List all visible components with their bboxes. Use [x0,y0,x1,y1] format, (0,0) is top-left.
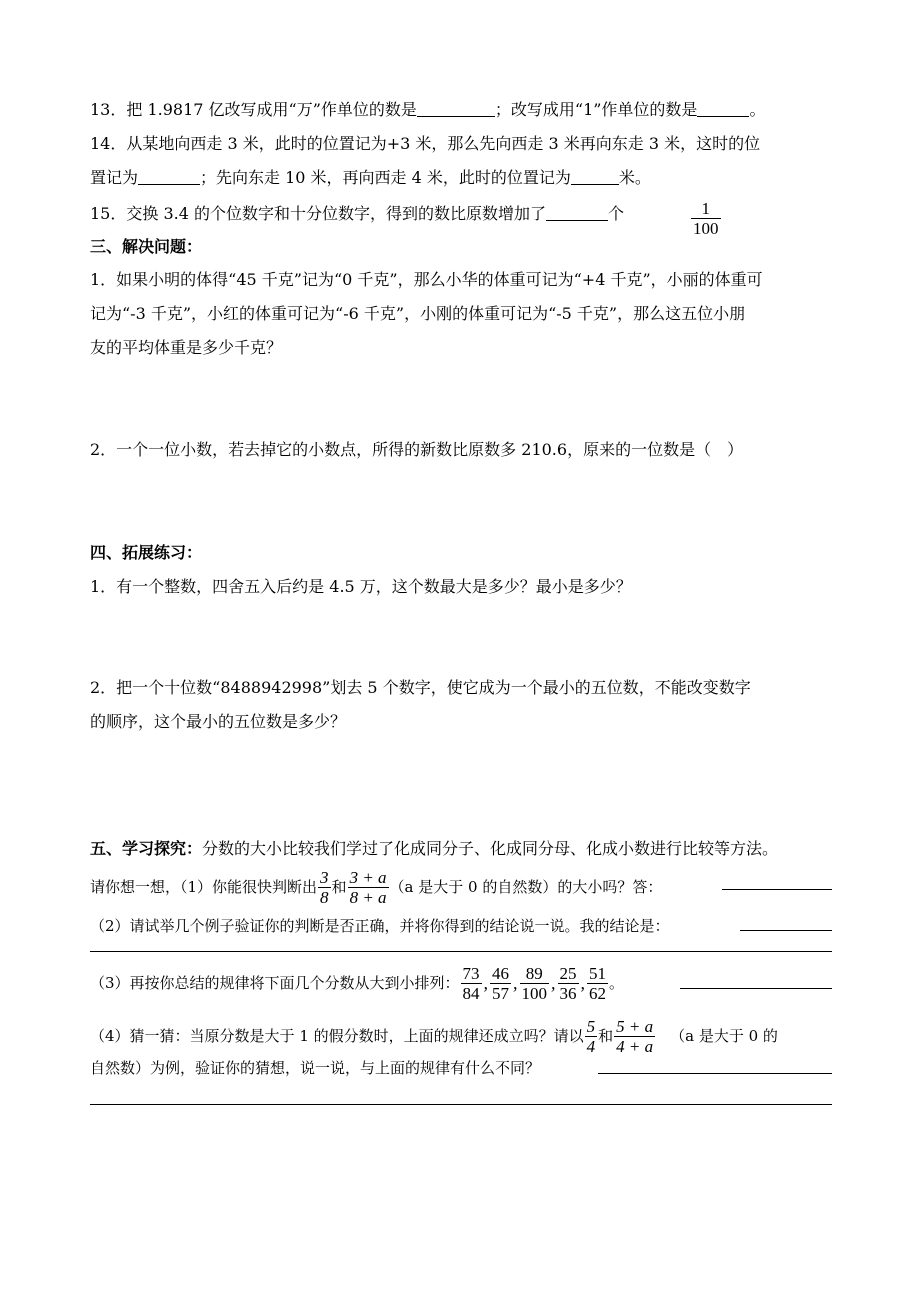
frac-num: 5 [586,1016,596,1036]
fraction-item [558,964,579,1003]
s5-part2: （2）请试举几个例子验证你的判断是否正确，并将你得到的结论说一说。我的结论是： [90,917,670,935]
q13-blank-2[interactable] [697,100,749,117]
s5-p2-answer-line[interactable] [90,951,832,952]
s3-q2: 2．一个一位小数，若去掉它的小数点，所得的新数比原数多 210.6，原来的一位数是（ ） [90,440,744,459]
s5-part4-line2: 自然数）为例，验证你的猜想，说一说，与上面的规律有什么不同？ [90,1059,541,1077]
q13-blank-1[interactable] [417,100,495,117]
s4-q1: 1．有一个整数，四舍五入后约是 4.5 万，这个数最大是多少？最小是多少？ [90,577,632,596]
fraction-item [490,964,511,1003]
frac-den: 84 [462,983,480,1003]
section-3-title: 三、解决问题： [90,237,203,256]
q15-text-b: 个 [607,204,624,223]
s5-part1 [90,862,662,912]
s5-p4-answer-line[interactable] [90,1104,832,1105]
fraction-item [461,964,482,1003]
frac-den: 62 [589,983,607,1003]
frac-num: 25 [559,963,577,983]
frac-num: 5 + a [616,1016,654,1036]
section-4-title: 四、拓展练习： [90,543,203,562]
section-5-title: 五、学习探究： [90,839,203,858]
question-13 [90,99,765,121]
q14-text-b: ；先向东走 10 米，再向西走 4 米，此时的位置记为 [200,168,571,187]
s5-part3 [90,958,624,1008]
question-14-line1: 14．从某地向西走 3 米，此时的位置记为+3 米，那么先向西走 3 米再向东走 3 米，这时的位 [90,134,761,153]
frac-num: 46 [492,963,510,983]
frac-den: 57 [492,983,510,1003]
s5-p4-text-b: （a 是大于 0 的 [670,1027,778,1045]
s4-q2-line1: 2．把一个十位数“8488942998”划去 5 个数字，使它成为一个最小的五位数，不能改变数字 [90,678,751,697]
s5-p1-text-b: （a 是大于 0 的自然数）的大小吗？答： [389,878,663,896]
s5-p4-text-a: （4）猜一猜：当原分数是大于 1 的假分数时，上面的规律还成立吗？请以 [90,1027,584,1045]
s5-p1-answer-blank[interactable] [722,889,832,890]
fraction-item [587,964,608,1003]
section-5-intro [90,838,778,860]
frac-num: 3 [320,867,329,887]
s5-p1-frac-2 [348,868,389,907]
frac-num: 89 [520,964,550,984]
q15-frac-den: 100 [693,219,719,238]
fraction-separator: , [483,973,489,993]
frac-den: 4 + a [616,1036,654,1056]
s5-p4-and: 和 [598,1027,614,1045]
q13-text-b: ；改写成用“1”作单位的数是 [494,100,698,119]
frac-den: 8 + a [349,887,387,907]
q13-text-a: 13．把 1.9817 亿改写成用“万”作单位的数是 [90,100,417,119]
q13-text-c: 。 [749,100,766,119]
s5-p3-end: 。 [609,974,625,992]
s5-p3-fraction-list [460,964,610,1003]
q15-blank[interactable] [546,204,608,221]
frac-den: 4 [586,1036,596,1056]
frac-num: 73 [462,963,480,983]
fraction-separator: , [513,973,518,993]
s5-p3-answer-blank[interactable] [680,988,832,989]
q15-fraction [690,199,720,238]
s5-p1-frac-1 [318,868,331,907]
frac-den: 36 [559,983,577,1003]
s5-p4-answer-blank[interactable] [598,1073,832,1074]
s3-q1-line3: 友的平均体重是多少千克？ [90,338,283,357]
fraction-separator: , [551,973,556,993]
s4-q2-line2: 的顺序，这个最小的五位数是多少？ [90,712,347,731]
s5-part4-line1 [90,1011,778,1061]
s3-q1-line1: 1．如果小明的体得“45 千克”记为“0 千克”，那么小华的体重可记为“+4 千克”，小丽的体重可 [90,270,763,289]
q14-blank-1[interactable] [138,168,200,185]
section-5-intro-text: 分数的大小比较我们学过了化成同分子、化成同分母、化成小数进行比较等方法。 [202,839,779,858]
s5-p1-and: 和 [331,878,347,896]
s5-p1-text-a: 请你想一想，（1）你能很快判断出 [90,878,318,896]
frac-den: 100 [521,983,548,1003]
fraction-separator: , [580,973,586,993]
frac-num: 51 [589,963,607,983]
question-15 [90,203,624,225]
question-14-line2 [90,167,651,189]
frac-num: 3 + a [349,867,387,887]
q15-frac-num: 1 [691,199,721,219]
fraction-item [520,964,550,1003]
s5-p4-frac-1 [585,1017,598,1056]
s5-p2-answer-blank[interactable] [740,930,832,931]
q14-text-c: 米。 [618,168,651,187]
q14-blank-2[interactable] [571,168,619,185]
q15-text-a: 15．交换 3.4 的个位数字和十分位数字，得到的数比原数增加了 [90,204,546,223]
frac-den: 8 [320,887,329,907]
s5-p3-text: （3）再按你总结的规律将下面几个分数从大到小排列： [90,974,460,992]
q14-text-a: 置记为 [90,168,139,187]
s5-p4-frac-2 [614,1017,655,1056]
s3-q1-line2: 记为“-3 千克”，小红的体重可记为“-6 千克”，小刚的体重可记为“-5 千克”，那么这五位小朋 [90,304,746,323]
